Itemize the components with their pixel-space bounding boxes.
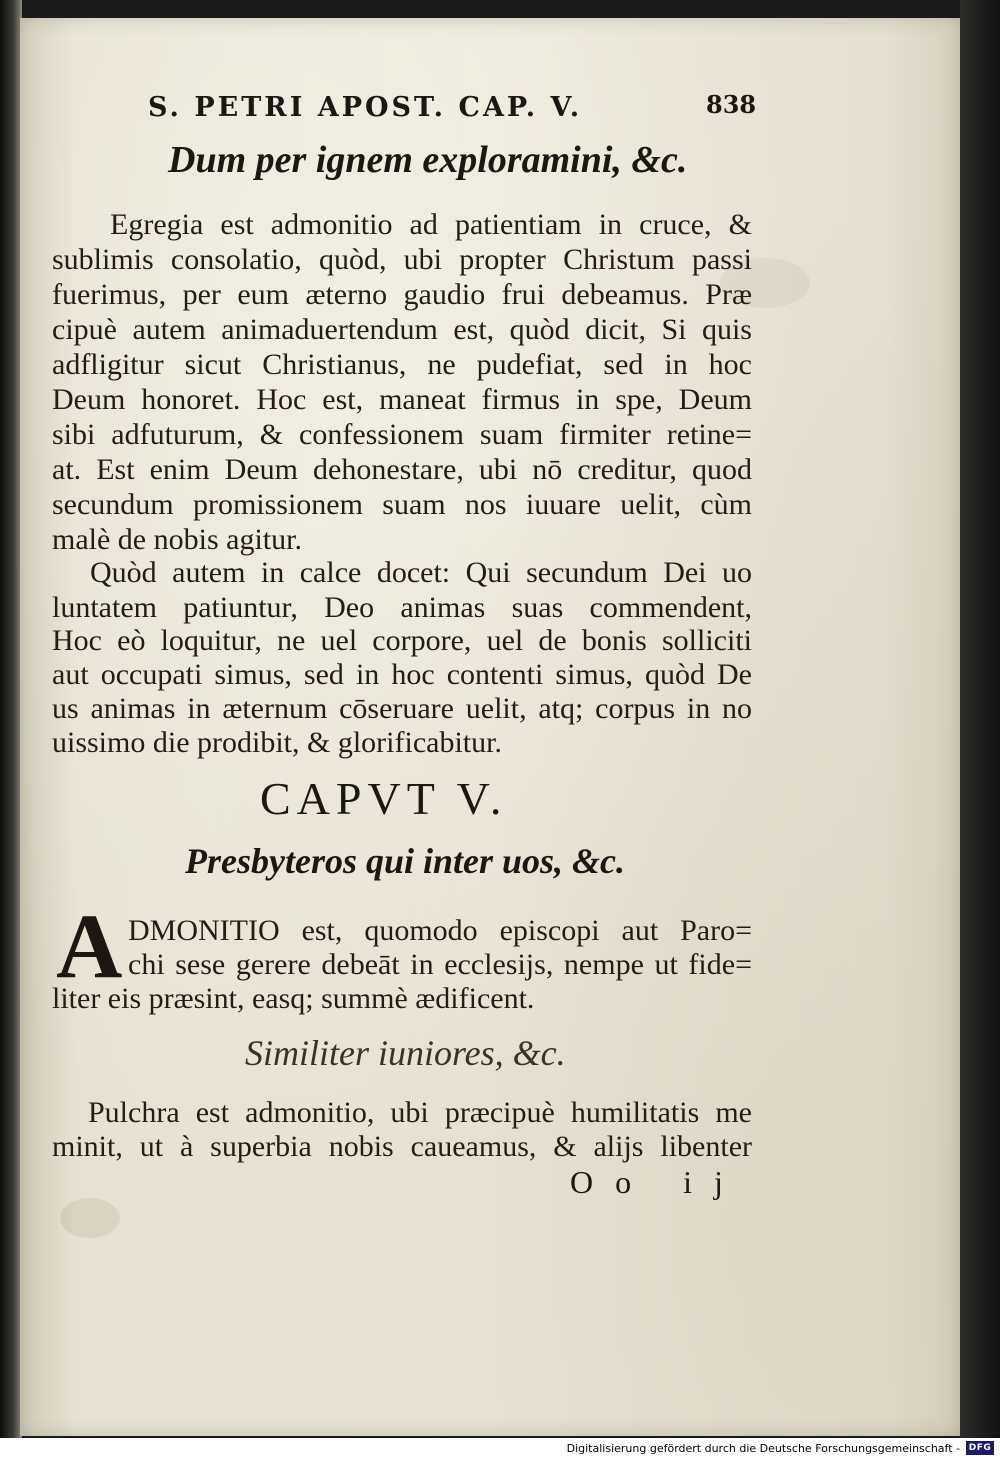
text-line: sibi adfuturum, & confessionem suam firmiter retine= <box>52 418 752 451</box>
text-line: Quòd autem in calce docet: Qui secundum Dei uo <box>90 556 752 589</box>
text-line: at. Est enim Deum dehonestare, ubi nō creditur, quod <box>52 453 752 486</box>
text-line: Egregia est admonitio ad patientiam in cruce, & <box>110 208 752 241</box>
text-line: malè de nobis agitur. <box>52 523 302 556</box>
text-line: chi sese gerere debeāt in ecclesijs, nempe ut fide= <box>128 948 752 981</box>
text-line: secundum promissionem suam nos iuuare uelit, cùm <box>52 488 752 521</box>
page-number: 838 <box>706 90 757 119</box>
text-line: us animas in æternum cōseruare uelit, atq; corpus in no <box>52 692 752 725</box>
text-line: minit, ut à superbia nobis caueamus, & alijs libenter <box>52 1130 752 1163</box>
text-line: Hoc eò loquitur, ne uel corpore, uel de bonis solliciti <box>52 624 752 657</box>
signature-mark: Oo ij <box>570 1164 745 1200</box>
text-line: adfligitur sicut Christianus, ne pudefiat, sed in hoc <box>52 348 752 381</box>
lemma-heading: Dum per ignem exploramini, &c. <box>168 139 688 181</box>
binding-edge <box>0 0 22 1438</box>
paper-stain <box>60 1198 120 1238</box>
text-line: fuerimus, per eum æterno gaudio frui debeamus. Præ <box>52 278 752 311</box>
funding-credit: Digitalisierung gefördert durch die Deutsche Forschungsgemeinschaft - <box>566 1442 960 1455</box>
chapter-title: CAPVT V. <box>260 773 508 824</box>
text-line: uissimo die prodibit, & glorificabitur. <box>52 726 502 759</box>
text-line: Deum honoret. Hoc est, maneat firmus in spe, Deum <box>52 383 752 416</box>
text-line: aut occupati simus, sed in hoc contenti simus, quòd De <box>52 658 752 691</box>
text-line: cipuè autem animaduertendum est, quòd dicit, Si quis <box>52 313 752 346</box>
running-head: S. PETRI APOST. CAP. V. <box>148 92 583 123</box>
lemma-heading: Similiter iuniores, &c. <box>245 1033 566 1073</box>
dfg-logo: DFG <box>966 1441 994 1455</box>
text-line: sublimis consolatio, quòd, ubi propter Christum passi <box>52 243 752 276</box>
text-line: liter eis præsint, easq; summè ædificent. <box>52 982 535 1015</box>
scan-right-edge <box>960 0 1000 1438</box>
text-line: luntatem patiuntur, Deo animas suas commendent, <box>52 591 752 624</box>
text-line: Pulchra est admonitio, ubi præcipuè humilitatis me <box>88 1096 752 1129</box>
drop-cap-initial: A <box>56 895 123 997</box>
text-line: DMONITIO est, quomodo episcopi aut Paro= <box>128 914 752 947</box>
lemma-heading: Presbyteros qui inter uos, &c. <box>185 841 626 881</box>
